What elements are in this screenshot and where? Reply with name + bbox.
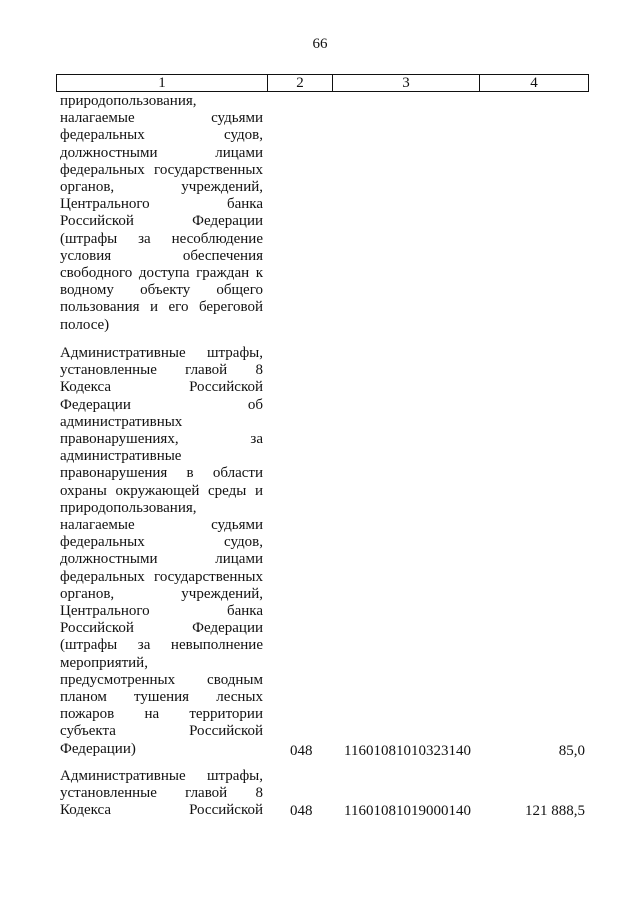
row-description (60, 345, 263, 758)
column-header-1: 1 (57, 75, 268, 92)
budget-classification-code: 11601081019000140 (344, 803, 471, 819)
description-line: установленные главой 8 (60, 362, 263, 379)
description-line: мероприятий, (60, 654, 148, 671)
column-header-3: 3 (333, 75, 480, 92)
description-line: федеральных судов, (60, 127, 263, 144)
description-line: свободного доступа граждан к (60, 265, 263, 282)
description-line: должностными лицами (60, 144, 263, 161)
description-line: Российской Федерации (60, 213, 263, 230)
description-line: Административные штрафы, (60, 345, 263, 361)
description-line: планом тушения лесных (60, 689, 263, 706)
column-header-table (56, 74, 589, 92)
description-line: предусмотренных сводным (60, 671, 263, 688)
description-line: налагаемые судьями (60, 110, 263, 127)
description-line: федеральных судов, (60, 534, 263, 551)
description-line: федеральных государственных (60, 568, 263, 585)
description-line: Кодекса Российской (60, 802, 263, 819)
amount-value: 85,0 (558, 743, 585, 759)
description-line: налагаемые судьями (60, 517, 263, 534)
description-line: Административные штрафы, (60, 768, 263, 784)
row-description (60, 768, 263, 820)
description-line: Федерации) (60, 740, 136, 757)
description-line: охраны окружающей среды и (60, 482, 263, 499)
description-line: природопользования, (60, 93, 197, 109)
admin-code: 048 (290, 803, 313, 819)
description-line: Центрального банка (60, 603, 263, 620)
admin-code: 048 (290, 743, 313, 759)
description-line: полосе) (60, 316, 110, 333)
description-line: природопользования, (60, 499, 197, 516)
budget-classification-code: 11601081010323140 (344, 743, 471, 759)
description-line: (штрафы за несоблюдение (60, 230, 263, 247)
description-line: Кодекса Российской (60, 379, 263, 396)
column-header-2: 2 (268, 75, 333, 92)
description-line: установленные главой 8 (60, 785, 263, 802)
description-line: водному объекту общего (60, 282, 263, 299)
description-line: административные (60, 448, 182, 465)
description-line: правонарушениях, за (60, 431, 263, 448)
description-line: административных (60, 413, 183, 430)
description-line: Центрального банка (60, 196, 263, 213)
description-line: условия обеспечения (60, 247, 263, 264)
description-line: органов, учреждений, (60, 179, 263, 196)
description-line: пользования и его береговой (60, 299, 263, 316)
page-number: 66 (312, 36, 328, 52)
description-line: пожаров на территории (60, 706, 263, 723)
description-line: федеральных государственных (60, 161, 263, 178)
description-line: органов, учреждений, (60, 585, 263, 602)
amount-value: 121 888,5 (525, 803, 585, 819)
description-line: правонарушения в области (60, 465, 263, 482)
description-line: Российской Федерации (60, 620, 263, 637)
description-line: должностными лицами (60, 551, 263, 568)
description-line: субъекта Российской (60, 723, 263, 740)
row-description (60, 93, 263, 334)
description-line: Федерации об (60, 396, 263, 413)
column-header-4: 4 (480, 75, 589, 92)
description-line: (штрафы за невыполнение (60, 637, 263, 654)
